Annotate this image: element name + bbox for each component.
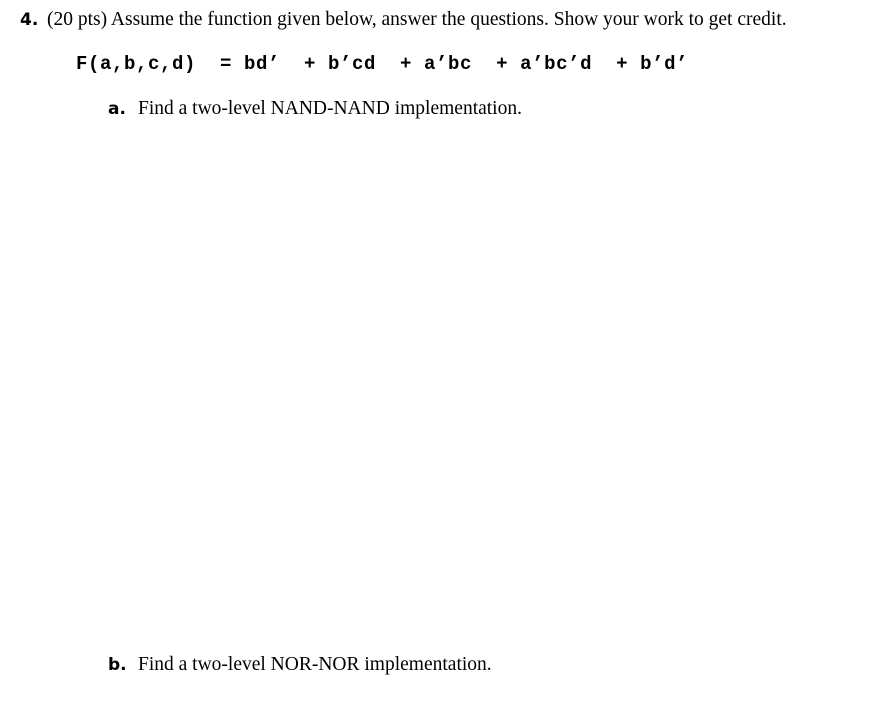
part-b-prompt: Find a two-level NOR-NOR implementation. (138, 654, 492, 675)
part-b-label: b. (108, 655, 127, 675)
part-a-label: a. (108, 99, 126, 119)
question-prompt: (20 pts) Assume the function given below, answer the questions. Show your work to get credit. (47, 9, 787, 30)
part-a-prompt: Find a two-level NAND-NAND implementation. (138, 98, 522, 119)
part-a (108, 98, 522, 120)
part-b (108, 654, 492, 676)
part-a-answer-space (108, 130, 848, 640)
boolean-function: F(a,b,c,d) = bd’ + b’cd + a’bc + a’bc’d + b’d’ (76, 53, 689, 75)
question-number: 4. (20, 10, 39, 30)
question-header (20, 9, 787, 31)
